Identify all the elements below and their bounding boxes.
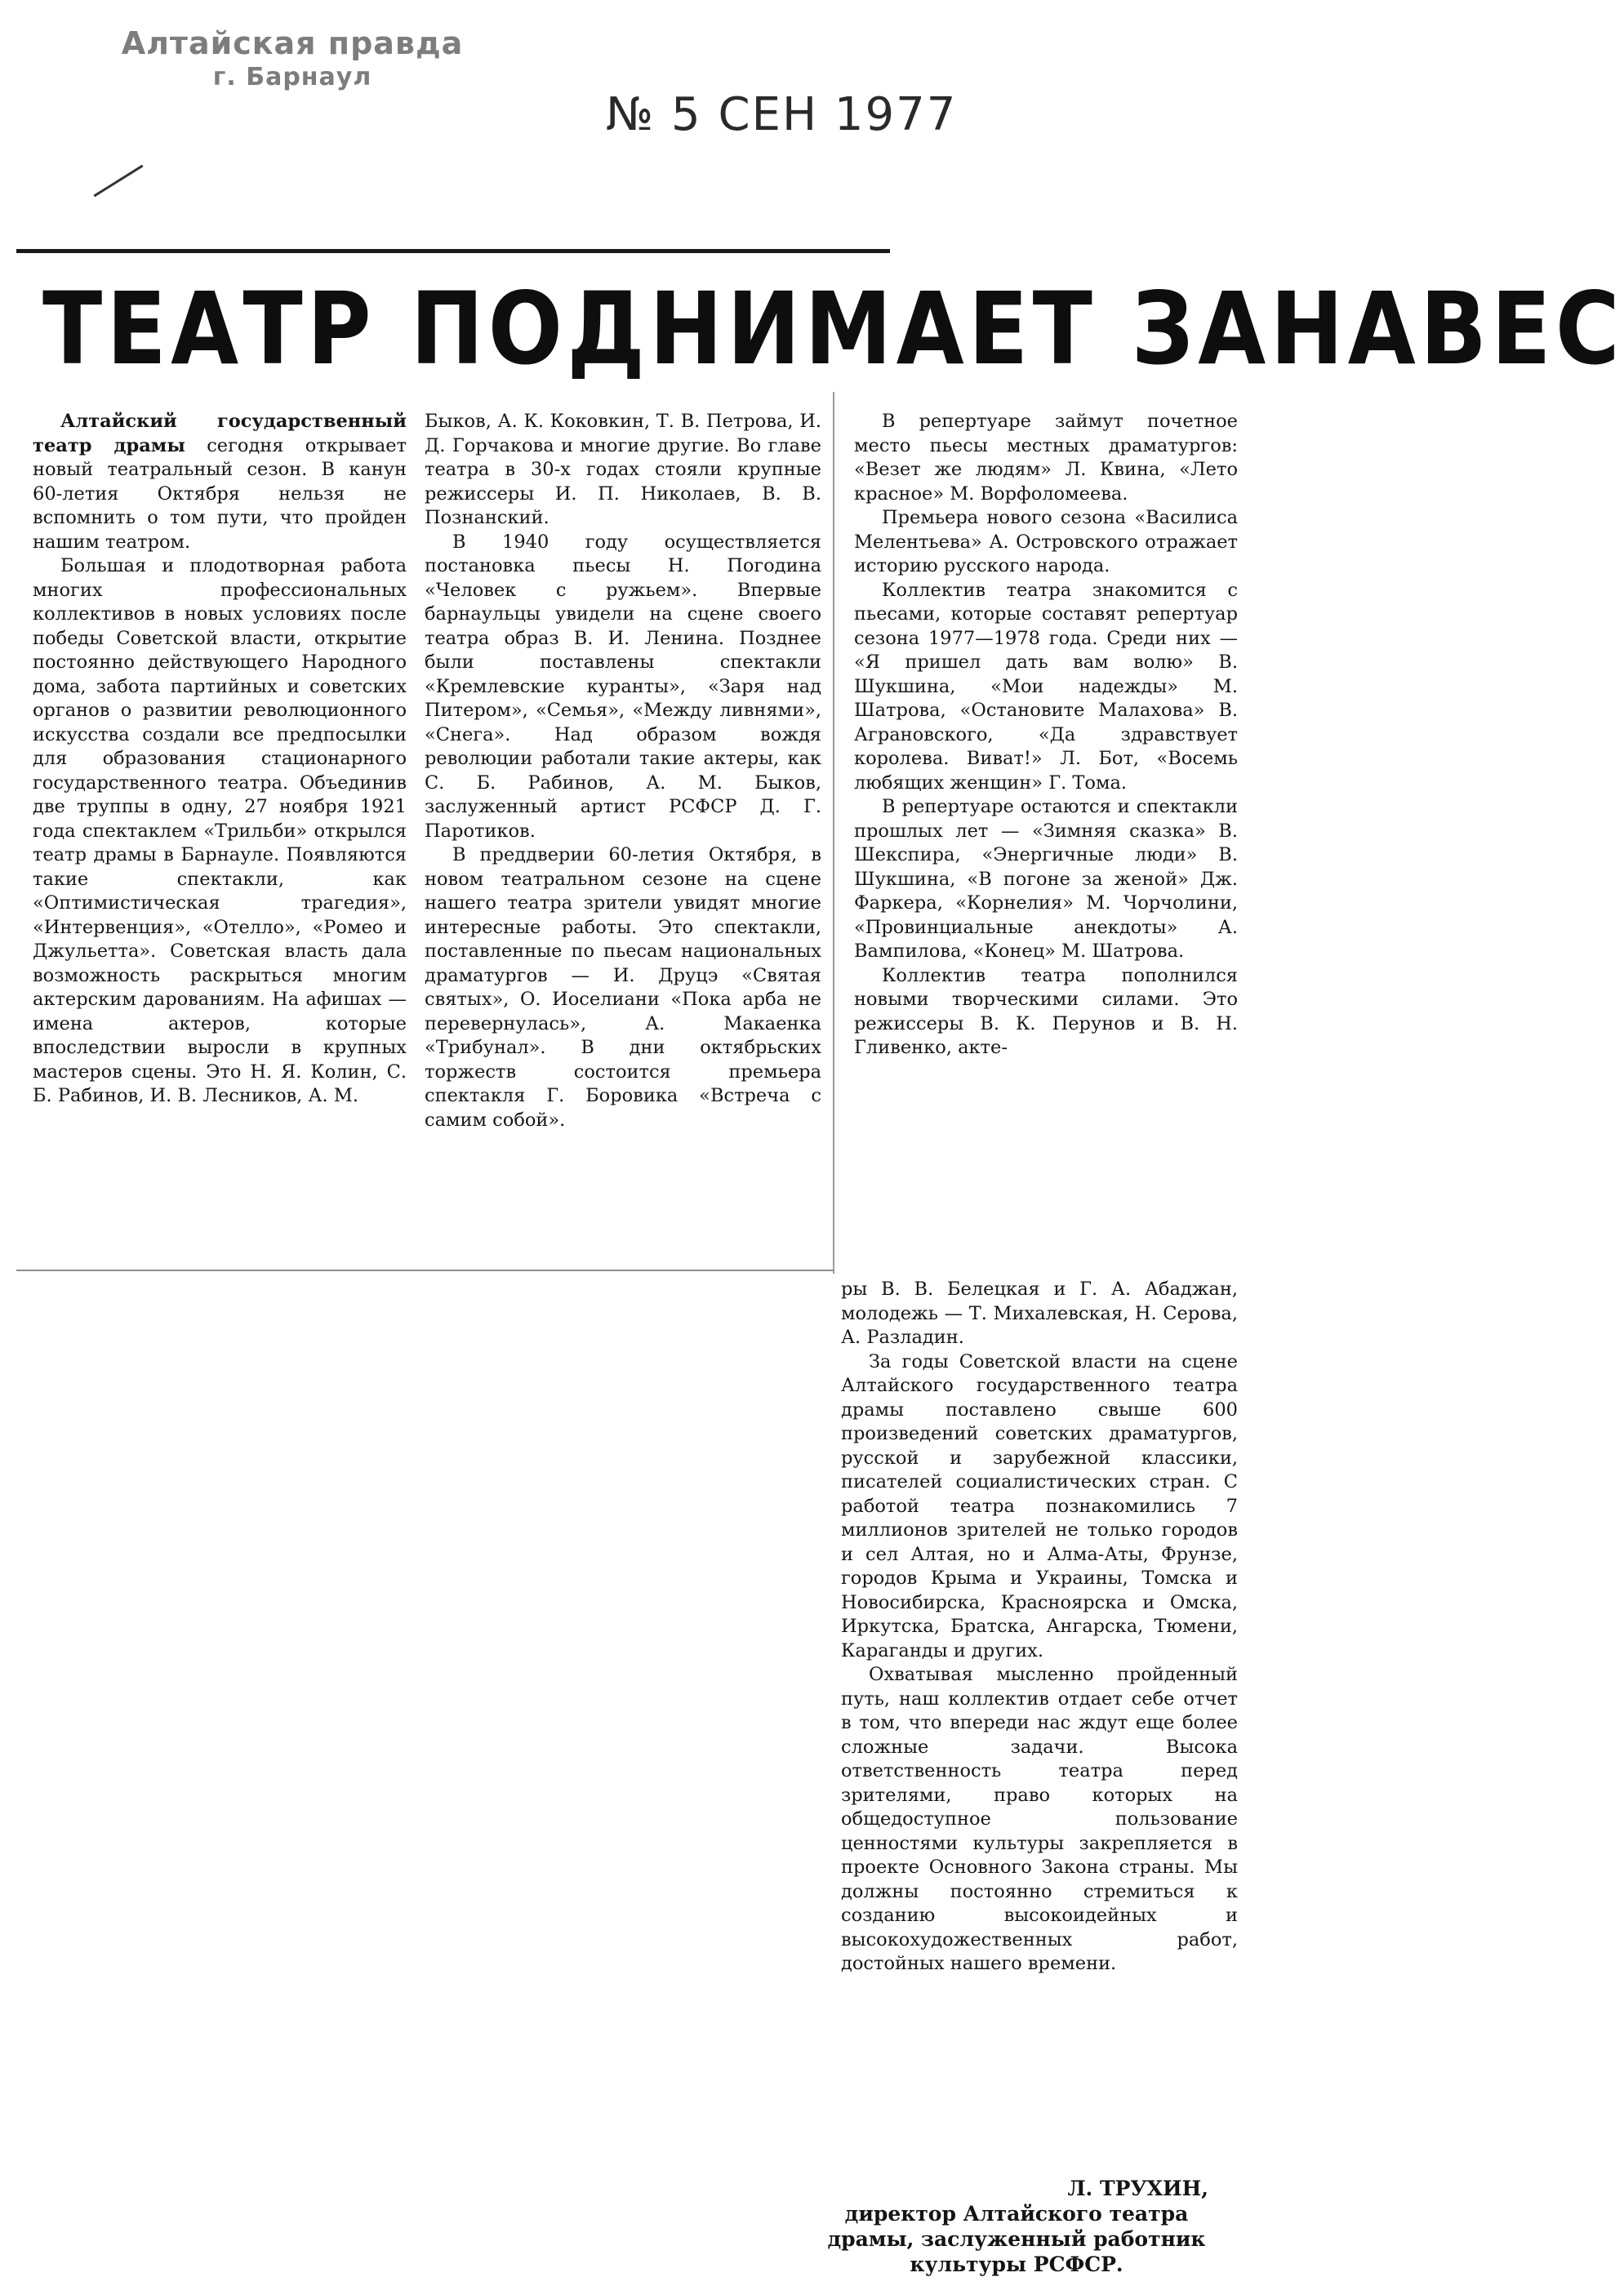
paragraph: Коллектив театра знакомится с пьесами, которые составят репертуар сезона 1977—1978 года. Среди них — «Я пришел дать вам волю» В. Шукшина, «Мои надежды» М. Шатрова, «Остановите Малахова» В. Аграновского, «Да здравствует королева. Виват!» Л. Бот, «Восемь любящих женщин» Г. Тома. <box>854 579 1238 794</box>
top-rule <box>16 249 890 253</box>
paragraph: В репертуаре остаются и спектакли прошлых лет — «Зимняя сказка» В. Шекспира, «Энергичные люди» В. Шукшина, «В погоне за женой» Дж. Фаркера, «Корнелия» М. Чорчолини, «Провинциальные анекдоты» А. Вампилова, «Конец» М. Шатрова. <box>854 796 1238 962</box>
article-headline: ТЕАТР ПОДНИМАЕТ ЗАНАВЕС <box>42 271 1624 387</box>
paragraph: ры В. В. Белецкая и Г. А. Абаджан, молодежь — Т. Михалевская, Н. Серова, А. Разладин. <box>841 1279 1238 1348</box>
author-signature <box>816 2176 1217 2277</box>
stamp-city: г. Барнаул <box>212 62 372 91</box>
author-name: Л. ТРУХИН, <box>1067 2177 1208 2200</box>
paragraph: За годы Советской власти на сцене Алтайского государственного театра драмы поставлено свыше 600 произведений советских драматургов, русской и зарубежной классики, писателей социалистических стран. С работой театра познакомились 7 миллионов зрителей не только городов и сел Алтая, но и Алма-Аты, Фрунзе, городов Крыма и Украины, Томска и Новосибирска, Красноярска и Омска, Иркутска, Братска, Ангарска, Тюмени, Караганды и других. <box>841 1350 1238 1661</box>
article-column-3 <box>854 410 1238 1061</box>
paragraph: Большая и плодотворная работа многих профессиональных коллективов в новых условиях после победы Советской власти, открытие постоянно действующего Народного дома, забота партийных и советских органов о развитии революционного искусства создали все предпосылки для образования стационарного государственного театра. Объединив две труппы в одну, 27 ноября 1921 года спектаклем «Трильби» открылся театр драмы в Барнауле. Появляются такие спектакли, как «Оптимистическая трагедия», «Интервенция», «Отелло», «Ромео и Джульетта». Советская власть дала возможность раскрыться многим актерским дарованиям. На афишах — имена актеров, которые впоследствии выросли в крупных мастеров сцены. Это Н. Я. Колин, С. Б. Рабинов, И. В. Лесников, А. М. <box>33 555 407 1106</box>
paragraph <box>33 410 407 554</box>
clip-edge <box>16 1270 833 1271</box>
column-divider <box>833 392 834 1274</box>
lead-text: Алтайский государственный театр драмы <box>33 411 407 456</box>
paragraph: Быков, А. К. Коковкин, Т. В. Петрова, И. Д. Горчакова и многие другие. Во главе театра в 30-х годах стояли крупные режиссеры И. П. Николаев, В. В. Познанский. <box>425 411 821 528</box>
lead-rest: сегодня открывает новый театральный сезон. В канун 60-летия Октября нельзя не вспомнить о том пути, что пройден нашим театром. <box>33 434 407 553</box>
paragraph: Премьера нового сезона «Василиса Мелентьева» А. Островского отражает историю русского народа. <box>854 507 1238 576</box>
paragraph: В преддверии 60-летия Октября, в новом театральном сезоне на сцене нашего театра зрители увидят многие интересные работы. Это спектакли, поставленные по пьесам национальных драматургов — И. Друцэ «Святая святых», О. Иоселиани «Пока арба не перевернулась», А. Макаенка «Трибунал». В дни октябрьских торжеств состоится премьера спектакля Г. Боровика «Встреча с самим собой». <box>425 844 821 1131</box>
paragraph: В репертуаре займут почетное место пьесы местных драматургов: «Везет же людям» Л. Квина, «Лето красное» М. Ворфоломеева. <box>854 411 1238 505</box>
paragraph: Охватывая мысленно пройденный путь, наш коллектив отдает себе отчет в том, что впереди нас ждут еще более сложные задачи. Высока ответственность театра перед зрителями, право которых на общедоступное пользование ценностями культуры закрепляется в проекте Основного Закона страны. Мы должны постоянно стремиться к созданию высокоидейных и высокохудожественных работ, достойных нашего времени. <box>841 1664 1238 1974</box>
paragraph: Коллектив театра пополнился новыми творческими силами. Это режиссеры В. К. Перунов и В. Н. Гливенко, акте- <box>854 964 1238 1058</box>
date-stamp: № 5 СЕН 1977 <box>606 88 958 141</box>
article-column-4 <box>841 1278 1238 1977</box>
author-title: директор Алтайского театра драмы, заслуженный работник культуры РСФСР. <box>827 2202 1206 2276</box>
pen-mark <box>94 165 144 198</box>
article-column-1 <box>33 410 407 1109</box>
article-column-2 <box>425 410 821 1132</box>
paragraph: В 1940 году осуществляется постановка пьесы Н. Погодина «Человек с ружьем». Впервые барнаульцы увидели на сцене своего театра образ В. И. Ленина. Позднее были поставлены спектакли «Кремлевские куранты», «Заря над Питером», «Семья», «Между ливнями», «Снега». Над образом вождя революции работали такие актеры, как С. Б. Рабинов, А. М. Быков, заслуженный артист РСФСР Д. Г. Паротиков. <box>425 531 821 842</box>
newspaper-stamp <box>121 26 464 91</box>
stamp-newspaper-name: Алтайская правда <box>121 25 464 61</box>
